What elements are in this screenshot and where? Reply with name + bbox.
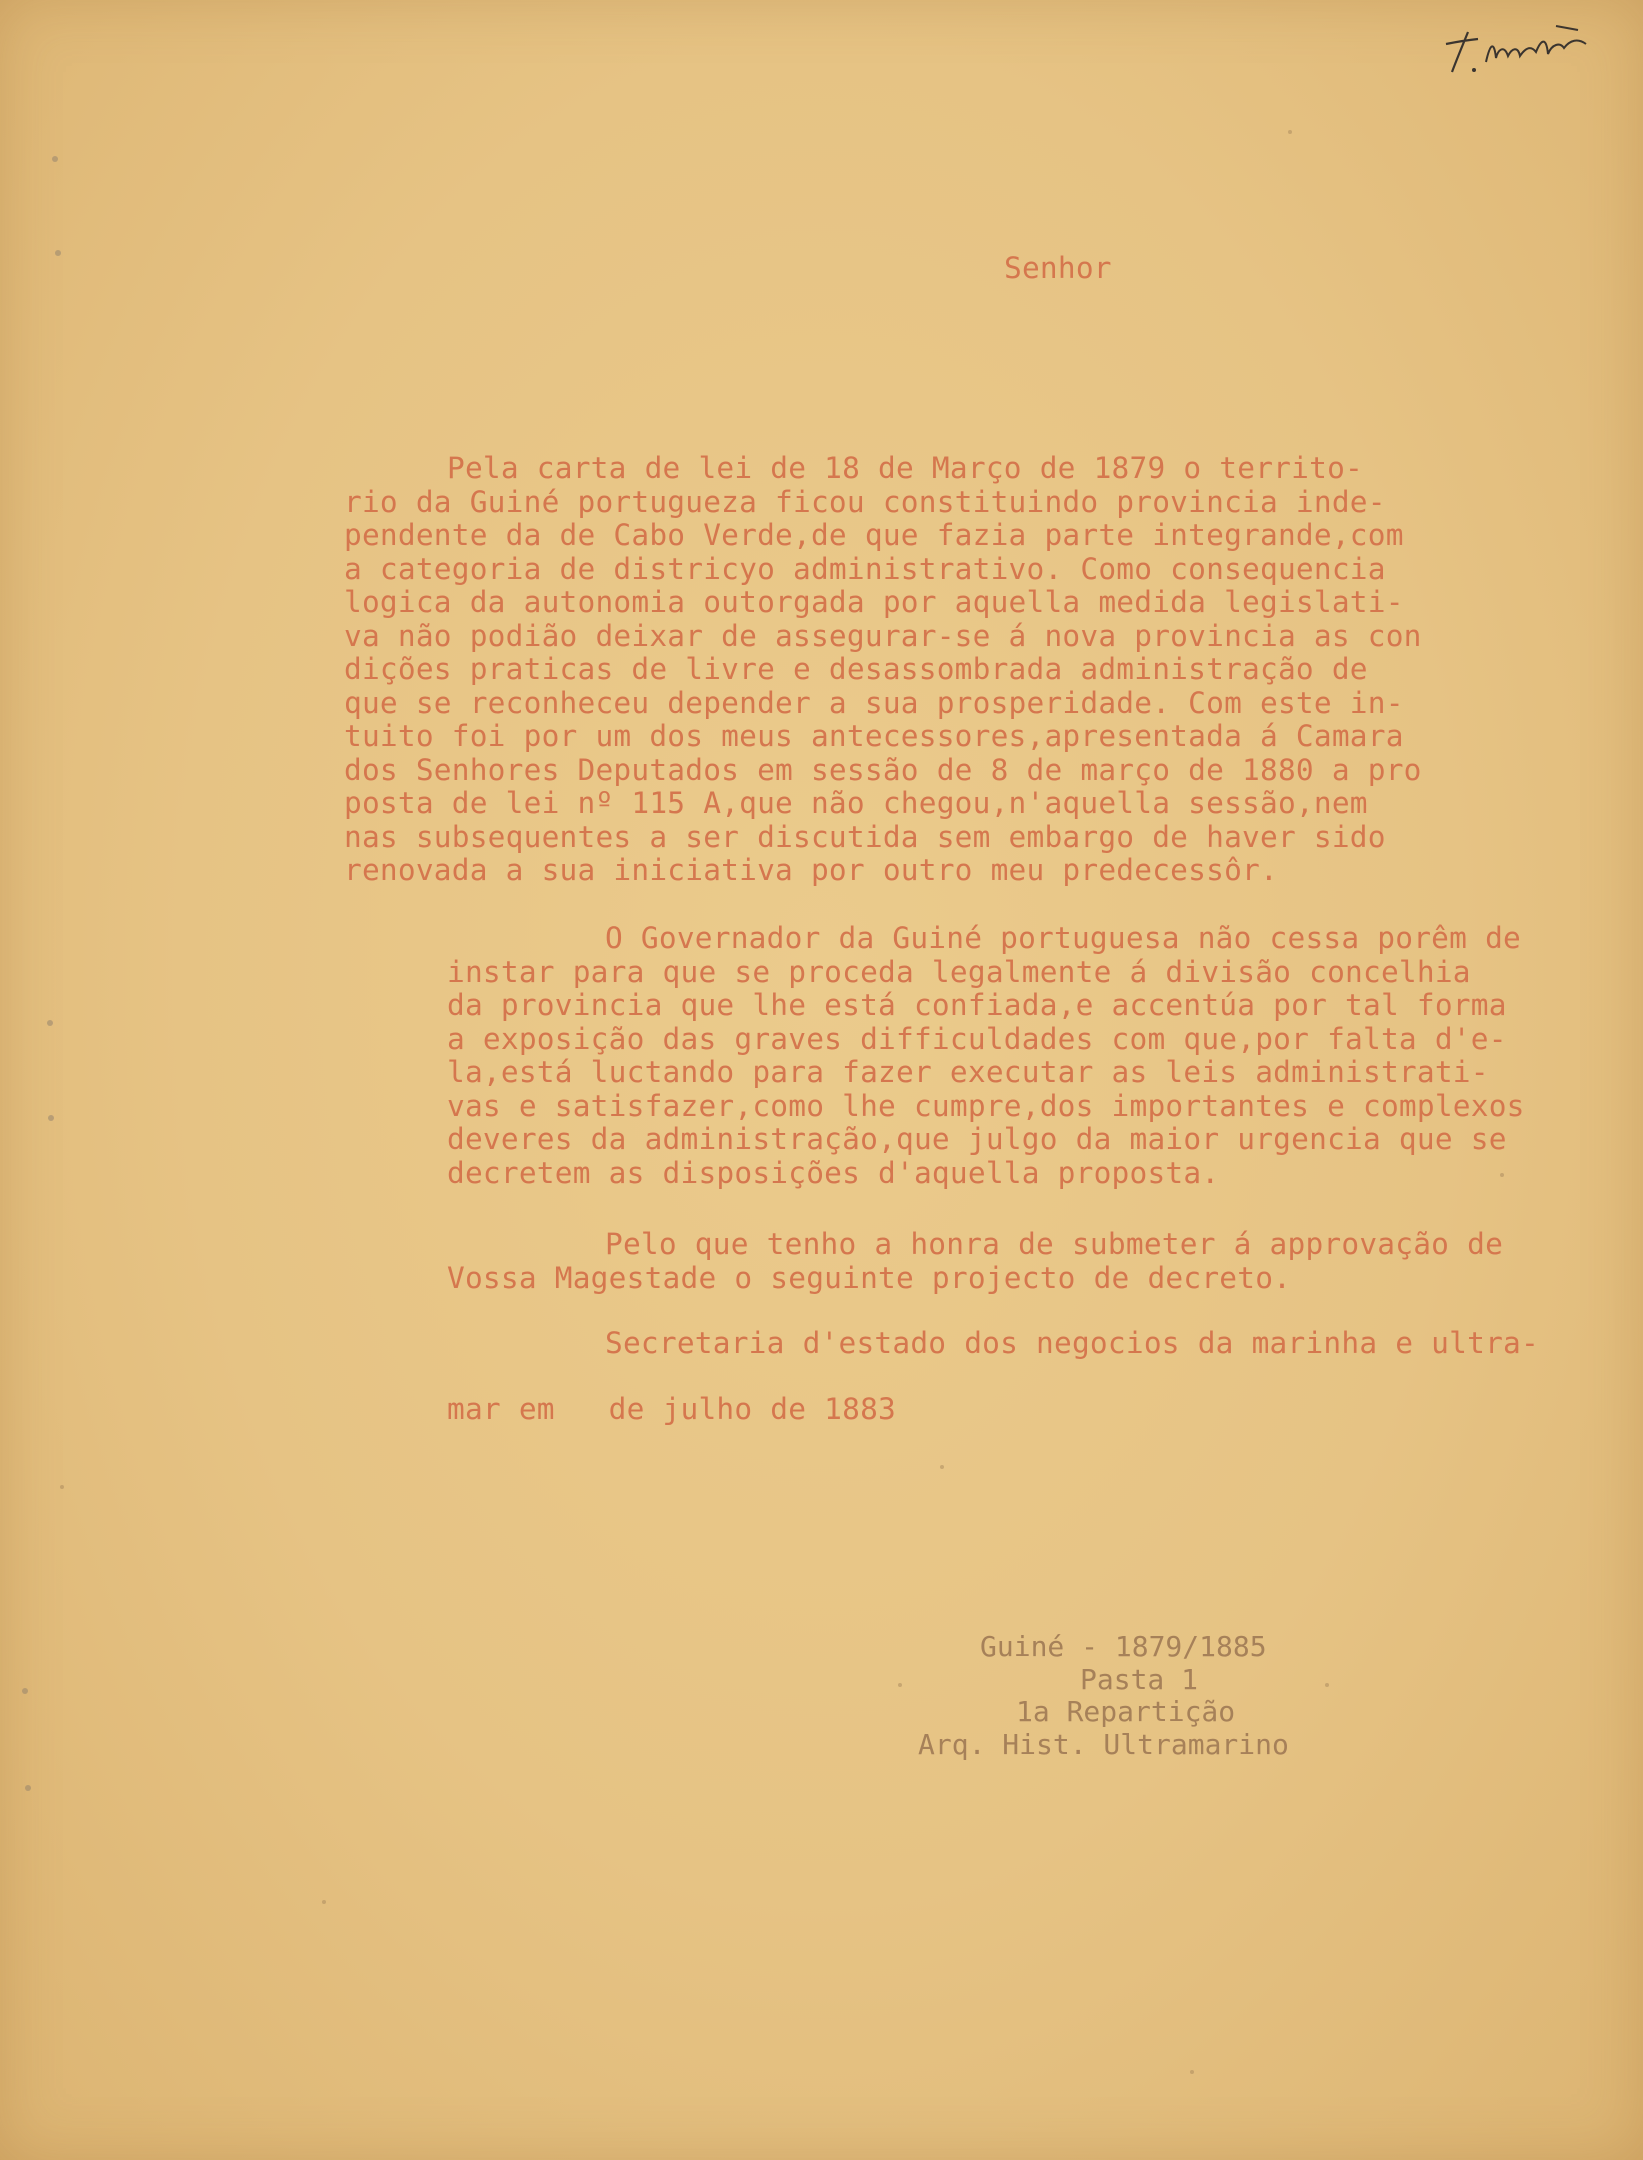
punch-hole-mark bbox=[52, 156, 58, 162]
paper-speck bbox=[1325, 1683, 1329, 1687]
text-line: renovada a sua iniciativa por outro meu predecessôr. bbox=[344, 853, 1278, 887]
text-line: Pela carta de lei de 18 de Março de 1879 o territo- bbox=[447, 451, 1363, 485]
text-line: tuito foi por um dos meus antecessores,apresentada á Camara bbox=[344, 719, 1404, 753]
text-line: dições praticas de livre e desassombrada administração de bbox=[344, 652, 1368, 686]
text-line: rio da Guiné portugueza ficou constituindo provincia inde- bbox=[344, 484, 1386, 519]
text-line: Secretaria d'estado dos negocios da marinha e ultra- bbox=[605, 1326, 1539, 1360]
handwritten-signature bbox=[1438, 14, 1598, 84]
text-line: a categoria de districyo administrativo. Como consequencia bbox=[344, 551, 1386, 586]
text-line: va não podião deixar de assegurar-se á nova provincia as con bbox=[344, 618, 1422, 653]
text-line: dos Senhores Deputados em sessão de 8 de março de 1880 a pro bbox=[344, 752, 1422, 787]
punch-hole-mark bbox=[47, 1020, 53, 1026]
text-line: vas e satisfazer,como lhe cumpre,dos importantes e complexos bbox=[447, 1088, 1525, 1123]
salutation: Senhor bbox=[1004, 251, 1112, 285]
punch-hole-mark bbox=[25, 1785, 31, 1791]
paper-speck bbox=[898, 1683, 902, 1687]
letter-paragraph bbox=[447, 1327, 1539, 1361]
text-line: Vossa Magestade o seguinte projecto de decreto. bbox=[447, 1260, 1292, 1295]
paper-speck bbox=[60, 1485, 64, 1489]
punch-hole-mark bbox=[22, 1688, 28, 1694]
text-line: decretem as disposições d'aquella proposta. bbox=[447, 1155, 1220, 1190]
text-line: deveres da administração,que julgo da maior urgencia que se bbox=[447, 1122, 1507, 1156]
letter-paragraph bbox=[447, 922, 1525, 1190]
paper-speck bbox=[940, 1465, 944, 1469]
punch-hole-mark bbox=[48, 1115, 54, 1121]
text-line: posta de lei nº 115 A,que não chegou,n'aquella sessão,nem bbox=[344, 786, 1368, 820]
text-line: pendente da de Cabo Verde,de que fazia parte integrande,com bbox=[344, 518, 1404, 552]
text-line: O Governador da Guiné portuguesa não cessa porêm de bbox=[605, 921, 1521, 955]
text-line: nas subsequentes a ser discutida sem embargo de haver sido bbox=[344, 819, 1386, 854]
archive-stamp-line: 1a Repartição bbox=[1016, 1695, 1236, 1728]
dateline: mar em de julho de 1883 bbox=[447, 1392, 897, 1426]
paper-speck bbox=[322, 1900, 326, 1904]
archive-stamp-line: Pasta 1 bbox=[1080, 1663, 1199, 1696]
text-line: Pelo que tenho a honra de submeter á approvação de bbox=[605, 1227, 1504, 1261]
paper-speck bbox=[1190, 2070, 1194, 2074]
archive-stamp-line: Guiné - 1879/1885 bbox=[980, 1630, 1267, 1663]
punch-hole-mark bbox=[55, 250, 61, 256]
text-line: a exposição das graves difficuldades com que,por falta d'e- bbox=[447, 1021, 1507, 1056]
letter-paragraph bbox=[447, 1228, 1503, 1295]
text-line: da provincia que lhe está confiada,e accentúa por tal forma bbox=[447, 988, 1507, 1022]
text-line: logica da autonomia outorgada por aquella medida legislati- bbox=[344, 585, 1404, 619]
text-line: la,está luctando para fazer executar as leis administrati- bbox=[447, 1055, 1489, 1089]
text-line: que se reconheceu depender a sua prosperidade. Com este in- bbox=[344, 685, 1404, 720]
paper-speck bbox=[1288, 130, 1292, 134]
letter-paragraph bbox=[344, 451, 1422, 888]
archive-stamp-line: Arq. Hist. Ultramarino bbox=[918, 1728, 1289, 1761]
text-line: instar para que se proceda legalmente á divisão concelhia bbox=[447, 954, 1471, 989]
